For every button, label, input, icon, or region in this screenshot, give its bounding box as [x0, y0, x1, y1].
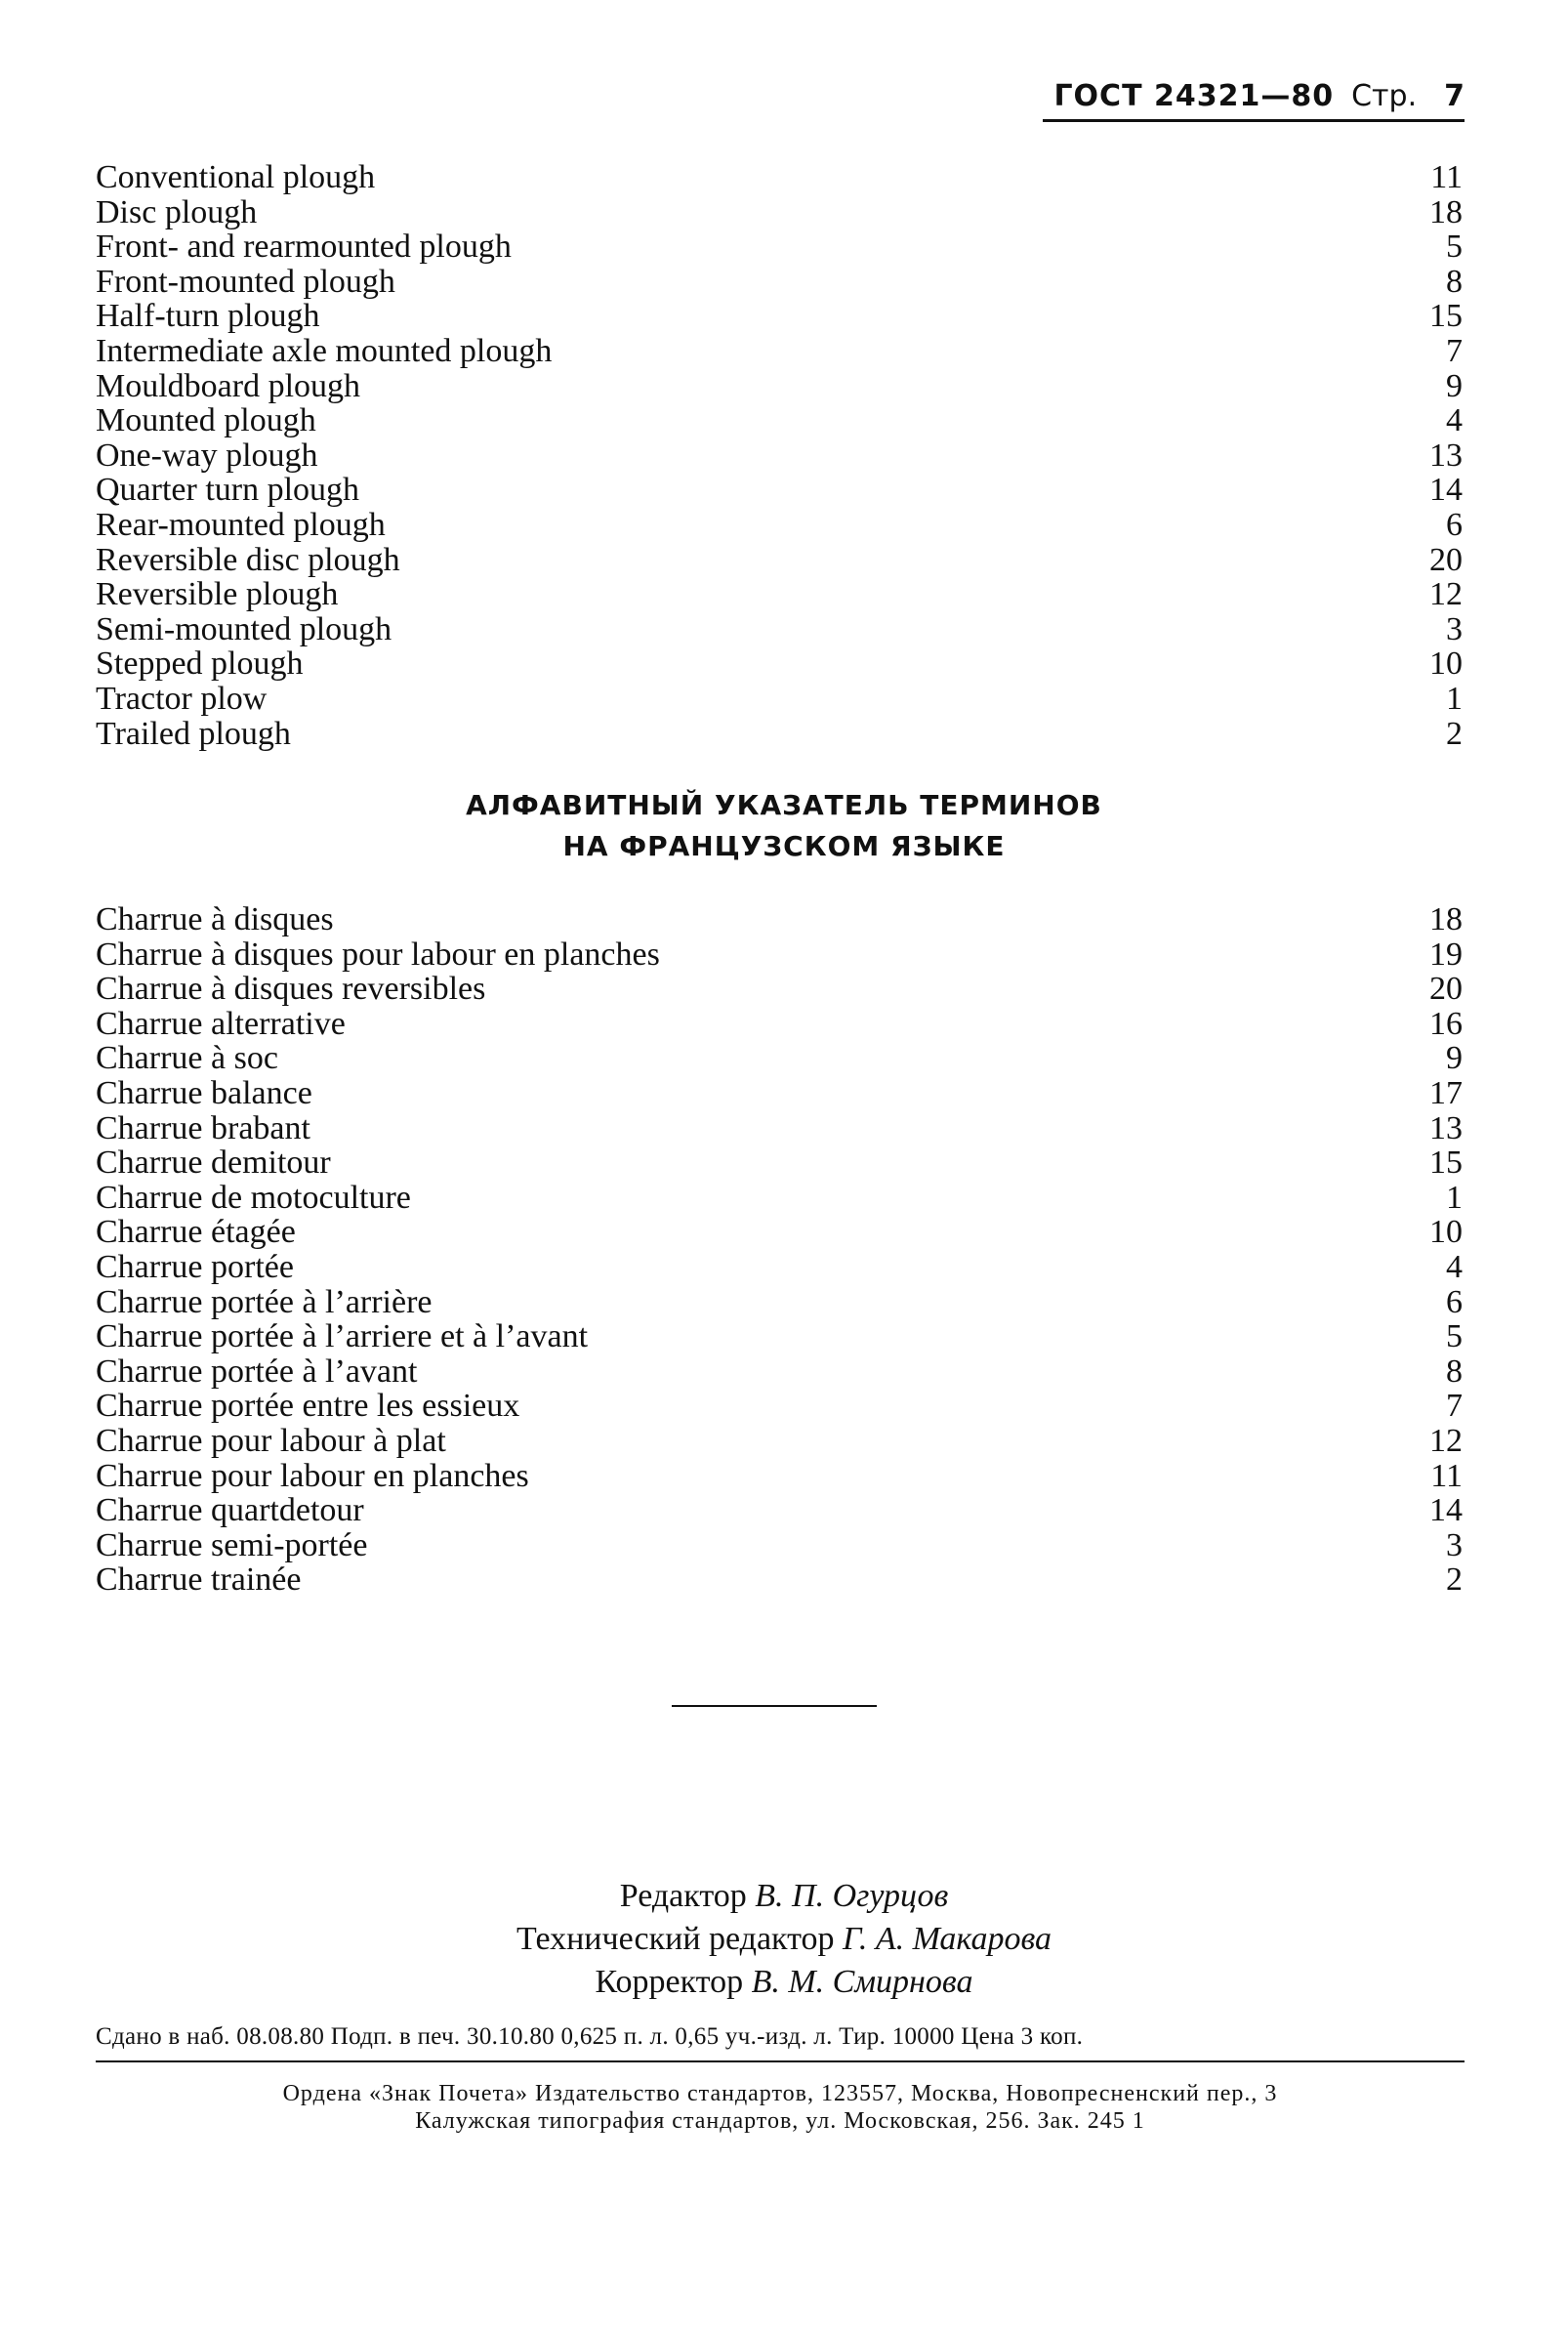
index-term-number: 10	[1429, 1214, 1463, 1251]
index-term: Reversible disc plough	[96, 541, 400, 578]
index-entry	[96, 1528, 1463, 1563]
index-term-number: 9	[1446, 1040, 1463, 1077]
index-term-number: 8	[1446, 263, 1463, 300]
index-entry	[96, 229, 1463, 265]
index-term: Charrue de motoculture	[96, 1179, 411, 1216]
index-term: Charrue à disques	[96, 901, 334, 937]
index-entry	[96, 438, 1463, 474]
index-entry	[96, 1285, 1463, 1320]
index-term: Rear-mounted plough	[96, 506, 386, 543]
french-index-list	[96, 902, 1463, 1598]
index-term-number: 1	[1446, 1179, 1463, 1216]
proofreader-line	[0, 1961, 1568, 2004]
index-term: Half-turn plough	[96, 298, 320, 335]
index-entry	[96, 1424, 1463, 1459]
index-term-number: 20	[1429, 541, 1463, 578]
index-term: Charrue pour labour à plat	[96, 1422, 446, 1459]
index-entry	[96, 334, 1463, 369]
publisher-line1: Ордена «Знак Почета» Издательство стандартов, 123557, Москва, Новопресненский пер., 3	[282, 2081, 1278, 2106]
index-term-number: 7	[1446, 332, 1463, 369]
credits-block	[0, 1875, 1568, 2004]
index-term-number: 8	[1446, 1352, 1463, 1390]
index-term-number: 2	[1446, 715, 1463, 752]
tech-editor-role: Технический редактор	[516, 1921, 835, 1957]
index-term: Charrue à soc	[96, 1040, 278, 1077]
page-header	[1035, 66, 1465, 125]
index-term-number: 18	[1429, 193, 1463, 230]
index-term-number: 20	[1429, 971, 1463, 1008]
header-rule	[1043, 119, 1465, 122]
index-term: Stepped plough	[96, 645, 304, 683]
index-term: Charrue pour labour en planches	[96, 1457, 529, 1494]
index-entry	[96, 577, 1463, 612]
french-heading-line2: НА ФРАНЦУЗСКОМ ЯЗЫКЕ	[562, 830, 1006, 862]
index-term: Charrue étagée	[96, 1214, 296, 1251]
publisher-line2: Калужская типография стандартов, ул. Московская, 256. Зак. 245 1	[415, 2108, 1145, 2134]
index-term-number: 14	[1429, 1492, 1463, 1529]
index-entry	[96, 403, 1463, 438]
index-entry	[96, 1319, 1463, 1354]
index-entry	[96, 1493, 1463, 1528]
index-entry	[96, 682, 1463, 717]
index-term-number: 9	[1446, 367, 1463, 404]
index-entry	[96, 1389, 1463, 1424]
index-term: One-way plough	[96, 437, 318, 474]
index-term-number: 6	[1446, 506, 1463, 543]
index-term-number: 18	[1429, 901, 1463, 937]
index-entry	[96, 508, 1463, 543]
index-entry	[96, 1250, 1463, 1285]
index-entry	[96, 1459, 1463, 1494]
index-entry	[96, 1041, 1463, 1076]
index-term-number: 2	[1446, 1561, 1463, 1599]
index-term-number: 14	[1429, 472, 1463, 509]
index-term: Front- and rearmounted plough	[96, 229, 512, 266]
index-term: Mounted plough	[96, 402, 316, 439]
index-term-number: 16	[1429, 1005, 1463, 1042]
index-entry	[96, 195, 1463, 230]
index-term: Charrue brabant	[96, 1109, 310, 1146]
section-separator	[672, 1705, 877, 1707]
index-term-number: 7	[1446, 1388, 1463, 1425]
index-term: Charrue balance	[96, 1074, 312, 1111]
index-term: Quarter turn plough	[96, 472, 360, 509]
index-term: Charrue à disques reversibles	[96, 971, 486, 1008]
index-term: Charrue trainée	[96, 1561, 302, 1599]
index-entry	[96, 937, 1463, 973]
index-term-number: 11	[1430, 1457, 1463, 1494]
index-entry	[96, 369, 1463, 404]
print-imprint: Сдано в наб. 08.08.80 Подп. в печ. 30.10.80 0,625 п. л. 0,65 уч.-изд. л. Тир. 10000 Цена 3 коп.	[96, 2023, 1084, 2050]
index-term: Charrue portée	[96, 1248, 294, 1285]
index-entry	[96, 1076, 1463, 1111]
index-entry	[96, 543, 1463, 578]
index-entry	[96, 1562, 1463, 1598]
index-term-number: 4	[1446, 402, 1463, 439]
index-term: Charrue portée à l’arriere et à l’avant	[96, 1318, 589, 1355]
index-term: Front-mounted plough	[96, 263, 395, 300]
index-term-number: 15	[1429, 1144, 1463, 1182]
index-term: Charrue alterrative	[96, 1005, 346, 1042]
index-term-number: 5	[1446, 229, 1463, 266]
index-term-number: 17	[1429, 1074, 1463, 1111]
index-term-number: 11	[1430, 159, 1463, 195]
index-term-number: 5	[1446, 1318, 1463, 1355]
index-entry	[96, 160, 1463, 195]
index-term: Intermediate axle mounted plough	[96, 332, 553, 369]
editor-name: В. П. Огурцов	[755, 1878, 949, 1914]
index-term: Charrue quartdetour	[96, 1492, 364, 1529]
index-entry	[96, 1111, 1463, 1146]
index-entry	[96, 299, 1463, 334]
index-entry	[96, 902, 1463, 937]
index-term-number: 1	[1446, 680, 1463, 717]
index-entry	[96, 473, 1463, 508]
index-term: Charrue à disques pour labour en planches	[96, 936, 660, 973]
index-entry	[96, 1181, 1463, 1216]
french-section-heading	[0, 785, 1568, 867]
index-entry	[96, 717, 1463, 752]
index-term: Charrue portée à l’avant	[96, 1352, 418, 1390]
proofreader-name: В. М. Смирнова	[751, 1964, 973, 2000]
index-term: Mouldboard plough	[96, 367, 361, 404]
index-term: Trailed plough	[96, 715, 291, 752]
index-term: Semi-mounted plough	[96, 610, 392, 647]
index-entry	[96, 646, 1463, 682]
editor-line	[0, 1875, 1568, 1918]
index-term-number: 19	[1429, 936, 1463, 973]
index-term-number: 10	[1429, 645, 1463, 683]
index-term-number: 4	[1446, 1248, 1463, 1285]
editor-role: Редактор	[619, 1878, 747, 1914]
index-entry	[96, 972, 1463, 1007]
index-term: Charrue portée entre les essieux	[96, 1388, 520, 1425]
index-term: Tractor plow	[96, 680, 268, 717]
index-term-number: 12	[1429, 1422, 1463, 1459]
tech-editor-name: Г. А. Макарова	[843, 1921, 1052, 1957]
index-term-number: 3	[1446, 1526, 1463, 1563]
standard-designation: ГОСТ 24321—80	[1053, 78, 1335, 113]
english-index-list	[96, 160, 1463, 751]
index-term: Disc plough	[96, 193, 258, 230]
imprint-rule	[96, 2060, 1465, 2062]
index-entry	[96, 1145, 1463, 1181]
french-heading-line1: АЛФАВИТНЫЙ УКАЗАТЕЛЬ ТЕРМИНОВ	[466, 789, 1102, 821]
index-term-number: 13	[1429, 1109, 1463, 1146]
index-term-number: 13	[1429, 437, 1463, 474]
index-term: Charrue semi-portée	[96, 1526, 368, 1563]
page-number: 7	[1444, 78, 1465, 113]
index-term-number: 3	[1446, 610, 1463, 647]
index-entry	[96, 1354, 1463, 1390]
index-term: Charrue portée à l’arrière	[96, 1283, 433, 1320]
index-term-number: 15	[1429, 298, 1463, 335]
index-term-number: 12	[1429, 576, 1463, 613]
index-entry	[96, 265, 1463, 300]
proofreader-role: Корректор	[595, 1964, 744, 2000]
page-label: Стр.	[1351, 78, 1418, 113]
index-entry	[96, 1215, 1463, 1250]
publisher-block	[96, 2080, 1465, 2135]
index-term-number: 6	[1446, 1283, 1463, 1320]
index-term: Charrue demitour	[96, 1144, 331, 1182]
index-term: Reversible plough	[96, 576, 339, 613]
tech-editor-line	[0, 1918, 1568, 1961]
index-entry	[96, 612, 1463, 647]
index-entry	[96, 1007, 1463, 1042]
index-term: Conventional plough	[96, 159, 376, 195]
